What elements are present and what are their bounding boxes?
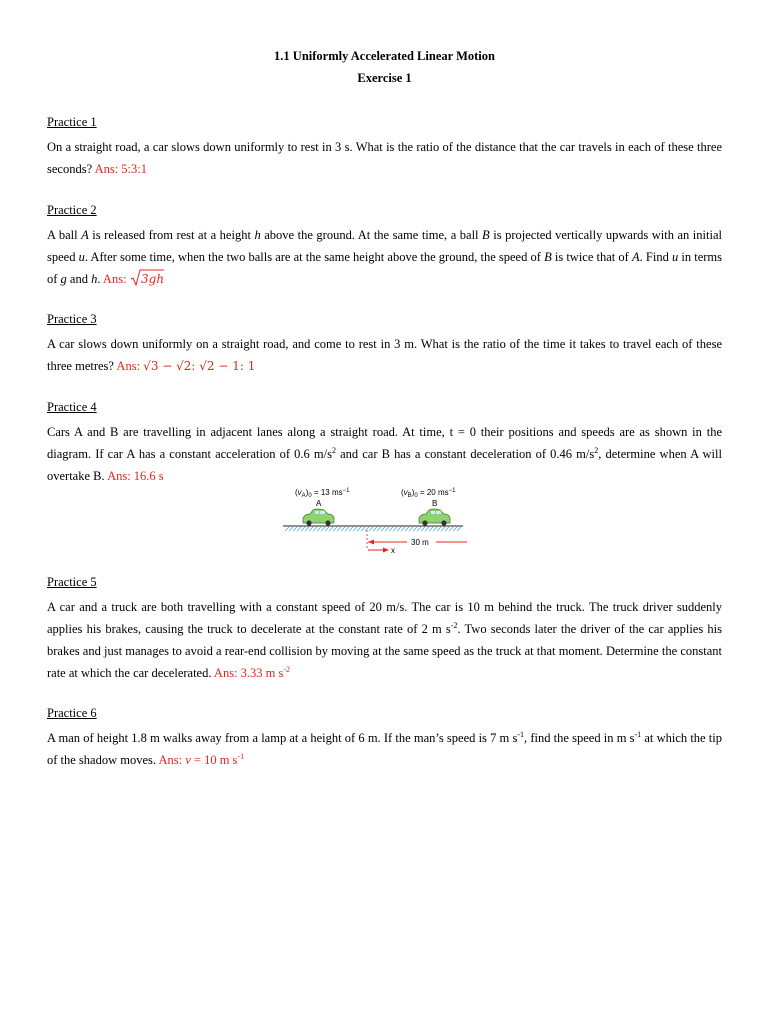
question-text: is released from rest at a height: [88, 228, 255, 242]
question-text: at which the tip of the shadow moves.: [47, 731, 722, 767]
exercise-title: Exercise 1: [357, 71, 412, 85]
question-text: and car B has a constant deceleration of 0.46 m/s: [335, 447, 595, 461]
math-variable: u: [671, 250, 679, 264]
superscript: -1: [517, 730, 525, 739]
question-text: is twice that of: [551, 250, 632, 264]
answer-text: Ans: 3.33 m s: [213, 666, 284, 680]
practice-1: [47, 114, 722, 180]
road: [283, 526, 463, 531]
question-text: . Two seconds later the driver of the car applies his brakes and just manages to avoid a rear-end collision by moving at the same speed as the truck at that moment. Determine the constant rate at which the car decelerated.: [47, 622, 722, 680]
practice-2: [47, 202, 722, 290]
practice-5: [47, 574, 722, 684]
document-title: 1.1 Uniformly Accelerated Linear Motion: [274, 49, 495, 63]
practice-question: [47, 727, 722, 771]
car-b-speed-label: $(v_B)_0 = 20$ $ms^{-1}$: [401, 488, 456, 499]
sqrt-radicand: 3gh: [140, 272, 164, 286]
question-text: , determine when A will overtake B.: [47, 447, 722, 483]
question-text: , find the speed in m s: [524, 731, 635, 745]
car-b-icon: [419, 509, 450, 526]
cars-diagram: [277, 484, 467, 556]
answer-label: Ans:: [158, 753, 186, 767]
question-text: .: [97, 272, 103, 286]
practice-question: [47, 596, 722, 684]
answer-label: Ans:: [102, 272, 130, 286]
distance-marker: [367, 530, 467, 555]
math-variable: u: [78, 250, 85, 264]
math-variable: h: [91, 272, 98, 286]
math-variable: g: [60, 272, 67, 286]
question-text: On a straight road, a car slows down uniformly to rest in 3 s. What is the ratio of the distance that the car travels in each of these three seconds?: [47, 140, 722, 176]
math-variable: B: [482, 228, 490, 242]
answer-superscript: -2: [283, 665, 291, 674]
distance-label: 30 m: [411, 538, 429, 547]
question-text: above the ground. At the same time, a ball: [260, 228, 483, 242]
car-a-speed-label: $(v_A)_0 = 13$ $ms^{-1}$: [295, 488, 350, 499]
car-b-label: B: [432, 499, 438, 508]
math-variable: h: [254, 228, 261, 242]
practice-heading: Practice 3: [47, 312, 97, 326]
car-a-label: A: [316, 499, 322, 508]
practice-question: [47, 224, 722, 290]
practice-heading: Practice 2: [47, 203, 97, 217]
question-text: A ball: [47, 228, 82, 242]
question-text: A car and a truck are both travelling with a constant speed of 20 m/s. The car is 10 m behind the truck. The truck driver suddenly applies his brakes, causing the truck to decelerate at the constant rate of 2 m s: [47, 600, 722, 636]
answer-superscript: -1: [237, 752, 245, 761]
cars-diagram-figure: [277, 484, 467, 556]
superscript: 2: [594, 446, 599, 455]
answer-value: = 10 m s: [190, 753, 238, 767]
practice-heading: Practice 4: [47, 400, 97, 414]
answer-text: Ans: 16.6 s: [107, 469, 164, 483]
question-text: A car slows down uniformly on a straight road, and come to rest in 3 m. What is the ratio of the time it takes to travel each of these three metres?: [47, 337, 722, 373]
practice-question: [47, 136, 722, 180]
answer-label: Ans:: [116, 359, 141, 373]
question-text: A man of height 1.8 m walks away from a lamp at a height of 6 m. If the man’s speed is 7 m s: [47, 731, 518, 745]
question-text: and: [66, 272, 92, 286]
practice-question: [47, 333, 722, 377]
answer-variable: v: [185, 753, 191, 767]
question-text: in terms of: [47, 250, 722, 286]
superscript: -2: [450, 621, 458, 630]
practice-heading: Practice 1: [47, 115, 97, 129]
practice-3: [47, 311, 722, 377]
practice-6: [47, 705, 722, 771]
answer-text: Ans: 5:3:1: [94, 162, 147, 176]
answer-math: √3 − √2: √2 − 1: 1: [143, 359, 256, 373]
superscript: -1: [634, 730, 642, 739]
practice-heading: Practice 6: [47, 706, 97, 720]
car-a-icon: [303, 509, 334, 526]
practice-question: [47, 421, 722, 487]
question-text: . After some time, when the two balls are at the same height above the ground, the speed of: [84, 250, 545, 264]
math-variable: A: [81, 228, 89, 242]
math-variable: B: [544, 250, 552, 264]
sqrt-sign-icon: [130, 269, 164, 287]
question-text: . Find: [639, 250, 672, 264]
question-text: Cars A and B are travelling in adjacent lanes along a straight road. At time, t = 0 their positions and speeds are as shown in the diagram. If car A has a constant acceleration of 0.6 m/s: [47, 425, 722, 461]
math-variable: A: [631, 250, 640, 264]
answer-sqrt: [130, 272, 164, 286]
practice-heading: Practice 5: [47, 575, 97, 589]
axis-label: x: [391, 546, 395, 555]
practice-4: [47, 399, 722, 487]
superscript: 2: [331, 446, 336, 455]
question-text: is projected vertically upwards with an initial speed: [47, 228, 722, 264]
